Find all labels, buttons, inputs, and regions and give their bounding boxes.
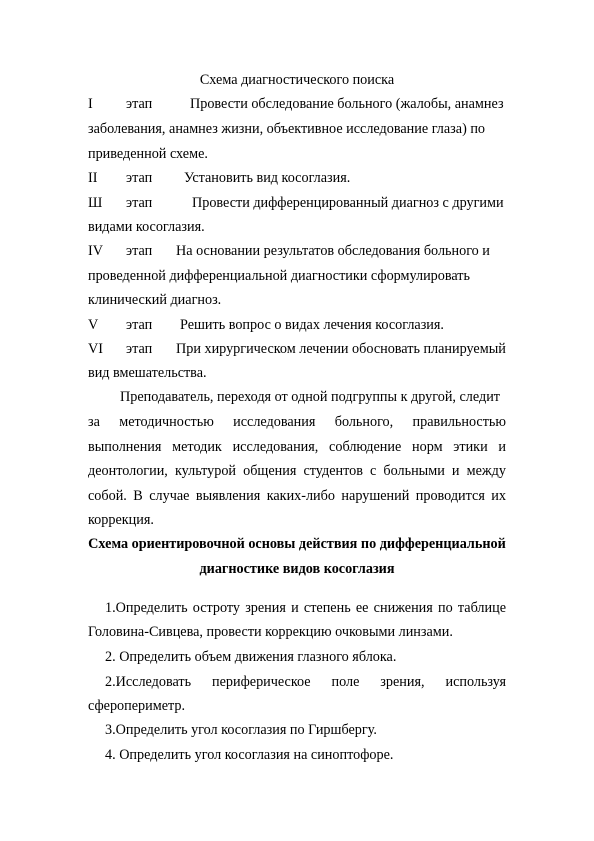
section-heading: Схема ориентировочной основы действия по дифференциальной [88, 536, 506, 552]
stage-word: этап [126, 96, 153, 112]
stage-word: этап [126, 170, 153, 186]
stage-number: II [88, 170, 98, 186]
schema-title: Схема диагностического поиска [199, 72, 395, 88]
stage-text: Решить вопрос о видах лечения косоглазия. [180, 317, 444, 333]
stage-number: VI [88, 341, 103, 357]
stage-1-continuation: приведенной схеме. [88, 146, 208, 162]
section-heading: диагностике видов косоглазия [199, 561, 395, 577]
stage-number: V [88, 317, 99, 333]
stage-1 [88, 95, 506, 113]
stage-4 [88, 242, 506, 260]
list-item-continuation: Головина-Сивцева, провести коррекцию очковыми линзами. [88, 624, 453, 640]
stage-word: этап [126, 341, 153, 357]
stage-word: этап [126, 243, 153, 259]
stage-3 [88, 194, 506, 212]
list-item: 2.Исследовать периферическое поле зрения, используя [105, 674, 506, 690]
stage-number: IV [88, 243, 103, 259]
list-item: 3.Определить угол косоглазия по Гиршбергу. [105, 722, 377, 738]
paragraph-line: за методичностью исследования больного, правильностью [88, 414, 506, 430]
paragraph-line: деонтологии, культурой общения студентов с больными и между [88, 463, 506, 479]
paragraph-line: Преподаватель, переходя от одной подгруппы к другой, следит [120, 389, 500, 405]
stage-2 [88, 169, 506, 187]
paragraph-line: выполнения методик исследования, соблюдение норм этики и [88, 439, 506, 455]
list-item: 4. Определить угол косоглазия на синоптофоре. [105, 747, 394, 763]
stage-word: этап [126, 195, 153, 211]
paragraph-line: собой. В случае выявления каких-либо нарушений проводится их [88, 488, 506, 504]
paragraph-line: коррекция. [88, 512, 154, 528]
stage-4-continuation: клинический диагноз. [88, 292, 222, 308]
stage-number: I [88, 96, 93, 112]
list-item: 1.Определить остроту зрения и степень ее снижения по таблице [105, 600, 506, 616]
stage-5 [88, 316, 506, 334]
stage-6-continuation: вид вмешательства. [88, 365, 207, 381]
stage-1-continuation: заболевания, анамнез жизни, объективное исследование глаза) по [88, 121, 486, 137]
stage-3-continuation: видами косоглазия. [88, 219, 205, 235]
stage-text: Провести дифференцированный диагноз с другими [192, 195, 504, 211]
stage-text: При хирургическом лечении обосновать планируемый [176, 341, 506, 357]
stage-word: этап [126, 317, 153, 333]
stage-text: Провести обследование больного (жалобы, анамнез [190, 96, 504, 112]
list-item-continuation: сферопериметр. [88, 698, 186, 714]
stage-6 [88, 340, 506, 358]
stage-4-continuation: проведенной дифференциальной диагностики сформулировать [88, 268, 470, 284]
stage-text: Установить вид косоглазия. [184, 170, 351, 186]
stage-text: На основании результатов обследования больного и [176, 243, 490, 259]
list-item: 2. Определить объем движения глазного яблока. [105, 649, 397, 665]
stage-number: Ш [88, 195, 103, 211]
